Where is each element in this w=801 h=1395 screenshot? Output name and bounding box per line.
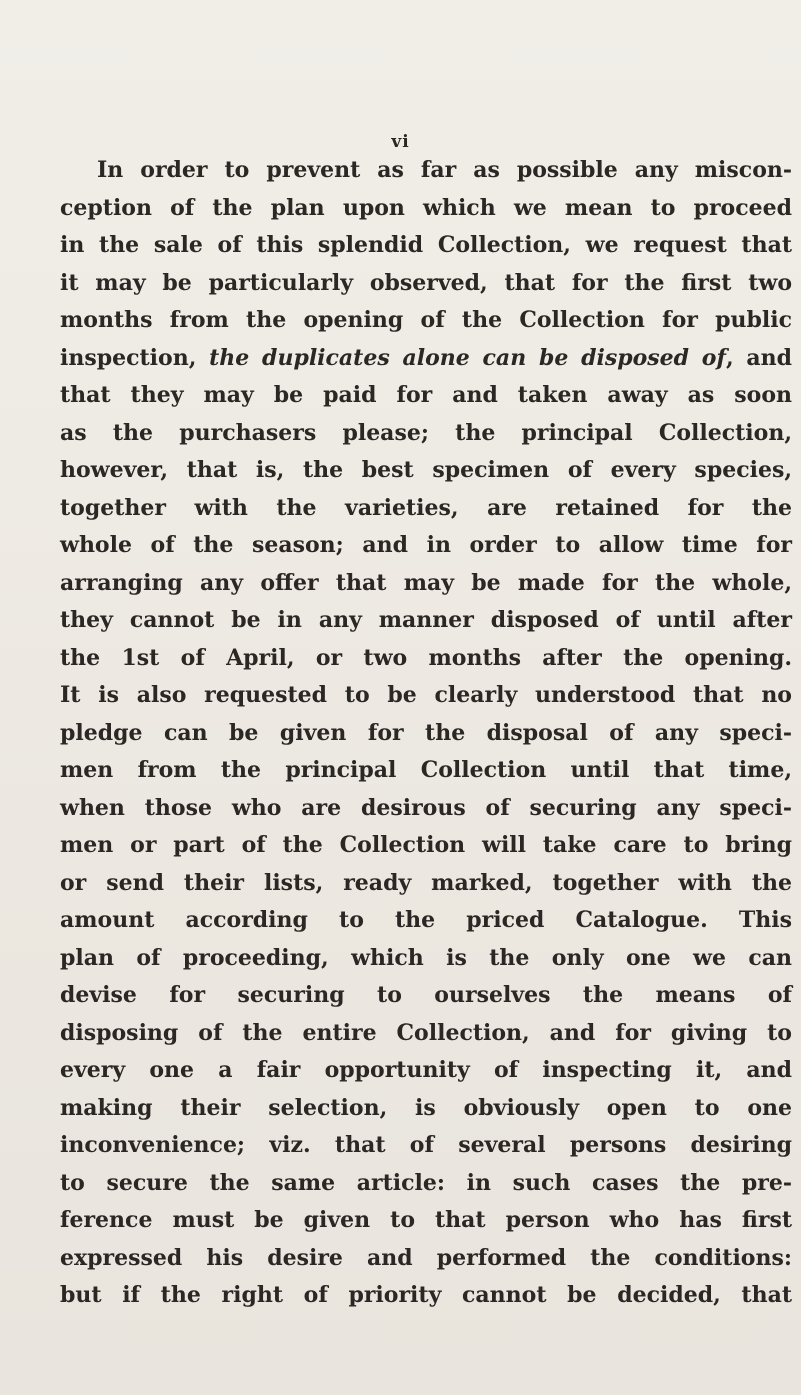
text-line: it may be particularly observed, that for the first two <box>60 269 792 296</box>
body-text <box>60 152 792 1315</box>
text-line: ception of the plan upon which we mean to proceed <box>60 194 792 221</box>
text-line: disposing of the entire Collection, and for giving to <box>60 1019 792 1046</box>
text-line: devise for securing to ourselves the means of <box>60 982 792 1008</box>
text-line: inconvenience; viz. that of several persons desiring <box>60 1132 792 1158</box>
text-line: every one a fair opportunity of inspecting it, and <box>60 1057 792 1083</box>
text-line: men or part of the Collection will take care to bring <box>60 832 792 858</box>
text-line: the 1st of April, or two months after the opening. <box>60 644 792 671</box>
text-line: to secure the same article: in such cases the pre- <box>60 1169 792 1196</box>
text-line: It is also requested to be clearly understood that no <box>60 682 792 708</box>
text-line: whole of the season; and in order to allow time for <box>60 532 792 558</box>
text-line: plan of proceeding, which is the only one we can <box>60 944 792 971</box>
text-line: arranging any offer that may be made for the whole, <box>60 569 792 596</box>
text-line: but if the right of priority cannot be decided, that <box>60 1282 792 1308</box>
text-line: making their selection, is obviously open to one <box>60 1094 792 1121</box>
page-number: vi <box>391 132 410 152</box>
text-line: or send their lists, ready marked, together with the <box>60 869 792 896</box>
text-line: inspection, the duplicates alone can be disposed of, and <box>60 344 793 371</box>
text-line: together with the varieties, are retained for the <box>60 494 792 521</box>
text-line: ference must be given to that person who has first <box>60 1207 792 1233</box>
text-line: expressed his desire and performed the conditions: <box>60 1244 792 1271</box>
text-line: months from the opening of the Collection for public <box>60 307 792 333</box>
text-line: when those who are desirous of securing any speci- <box>60 794 792 821</box>
text-line: that they may be paid for and taken away as soon <box>60 382 792 408</box>
text-line: however, that is, the best specimen of every species, <box>60 457 792 483</box>
text-line: In order to prevent as far as possible any miscon- <box>97 157 792 183</box>
text-line: they cannot be in any manner disposed of until after <box>60 607 792 633</box>
text-line: in the sale of this splendid Collection, we request that <box>60 232 792 258</box>
text-line: men from the principal Collection until that time, <box>60 757 792 783</box>
text-line: pledge can be given for the disposal of any speci- <box>60 719 792 746</box>
text-line: as the purchasers please; the principal Collection, <box>60 419 792 446</box>
text-line: amount according to the priced Catalogue. This <box>60 907 792 933</box>
